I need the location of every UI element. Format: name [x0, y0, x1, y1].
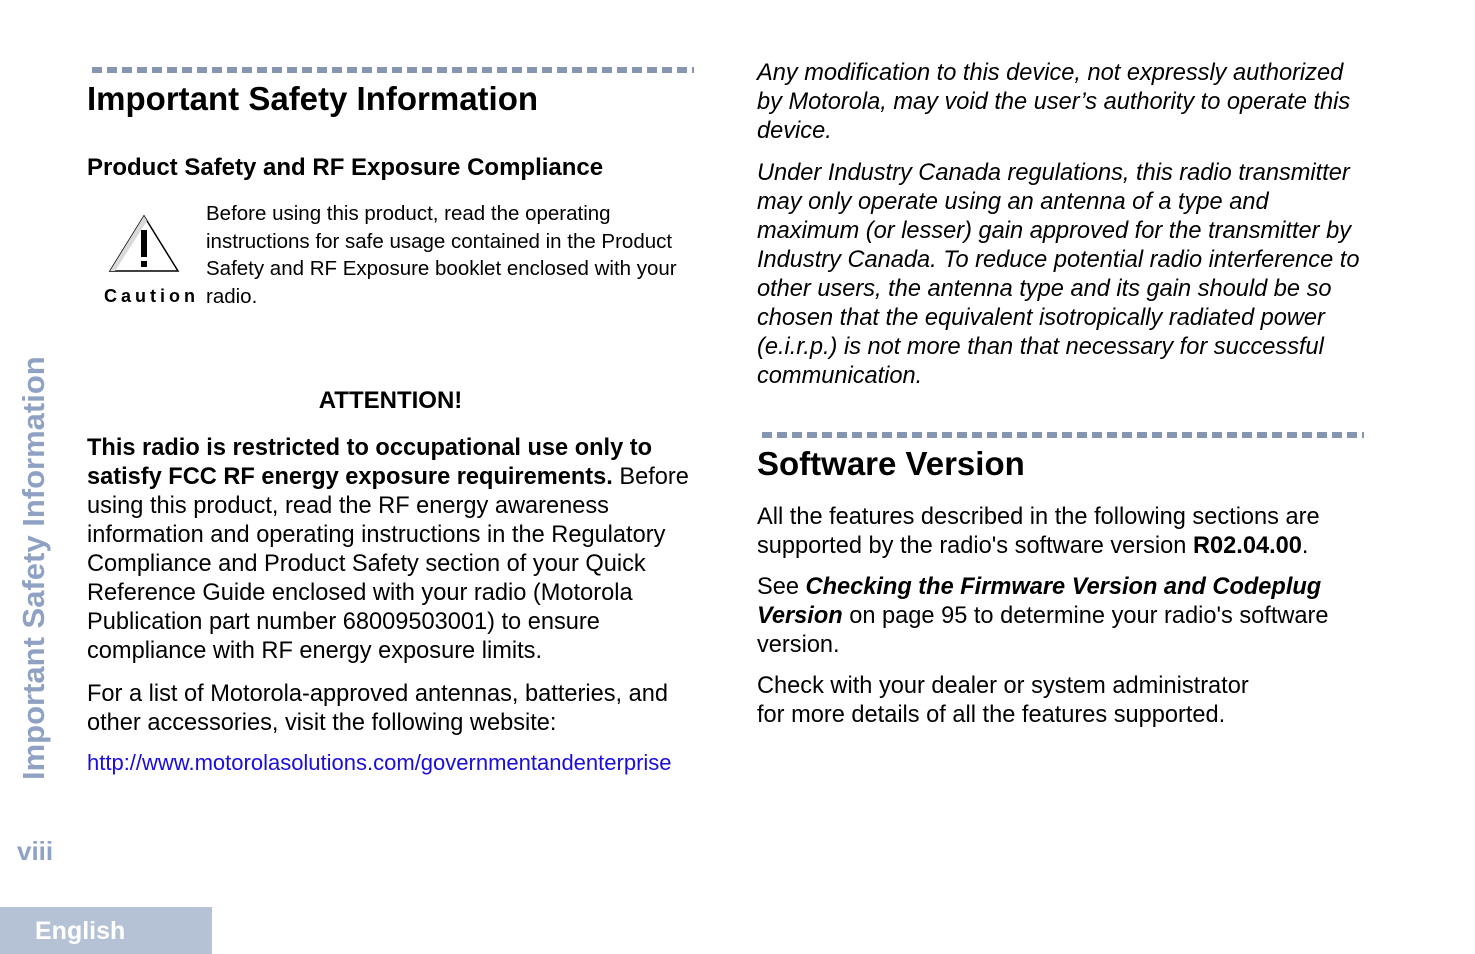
- section-tab: Important Safety Information: [16, 356, 51, 780]
- software-version-title: Software Version: [757, 445, 1025, 482]
- website-link[interactable]: http://www.motorolasolutions.com/governmentandenterprise: [87, 750, 672, 775]
- features-paragraph: [757, 503, 1362, 561]
- see-paragraph: [757, 573, 1362, 660]
- language-label: English: [35, 917, 126, 945]
- caution-label: Caution: [104, 286, 199, 306]
- features-text: All the features described in the following sections are supported by the radio's software version: [757, 504, 1320, 559]
- software-version-number: R02.04.00: [1192, 533, 1302, 559]
- see-suffix: on page 95 to determine your radio's software version.: [757, 603, 1329, 658]
- dealer-line-2: for more details of all the features supported.: [757, 702, 1226, 728]
- page-number: viii: [17, 836, 54, 866]
- section-divider: [92, 67, 694, 73]
- language-tab: [0, 907, 212, 954]
- restriction-paragraph: [87, 434, 697, 666]
- industry-canada-paragraph: Under Industry Canada regulations, this radio transmitter may only operate using an antenna of a type and maximum (or lesser) gain approved for the transmitter by Industry Canada. To reduce potential radio interference to other users, the antenna type and its gain should be so chosen that the equivalent isotropically radiated power (e.i.r.p.) is not more than that necessary for successful communication.: [757, 160, 1360, 389]
- features-end: .: [1301, 533, 1309, 559]
- page-title: Important Safety Information: [87, 80, 539, 117]
- modification-paragraph: Any modification to this device, not expressly authorized by Motorola, may void the user’s authority to operate this device.: [757, 60, 1351, 144]
- section-divider: [762, 432, 1364, 438]
- accessories-paragraph: For a list of Motorola-approved antennas, batteries, and other accessories, visit the following website:: [87, 681, 668, 736]
- attention-heading: ATTENTION!: [318, 387, 463, 414]
- caution-icon: [107, 212, 181, 274]
- dealer-line-1: Check with your dealer or system administrator: [757, 673, 1249, 699]
- see-prefix: See: [757, 574, 806, 600]
- firmware-reference-link[interactable]: Checking the Firmware Version and Codeplug Version: [757, 574, 1322, 629]
- dealer-paragraph: [757, 672, 1362, 730]
- restriction-text: Before using this product, read the RF energy awareness information and operating instructions in the Regulatory Compliance and Product Safety section of your Quick Reference Guide enclosed with your radio (Motorola Publication part number 68009503001) to ensure compliance with RF energy exposure limits.: [87, 464, 689, 664]
- restriction-bold-text: This radio is restricted to occupational use only to satisfy FCC RF energy exposure requirements.: [87, 435, 653, 490]
- caution-text: Before using this product, read the operating instructions for safe usage contained in the Product Safety and RF Exposure booklet enclosed with your radio.: [206, 202, 677, 309]
- section-subtitle: Product Safety and RF Exposure Compliance: [87, 154, 604, 181]
